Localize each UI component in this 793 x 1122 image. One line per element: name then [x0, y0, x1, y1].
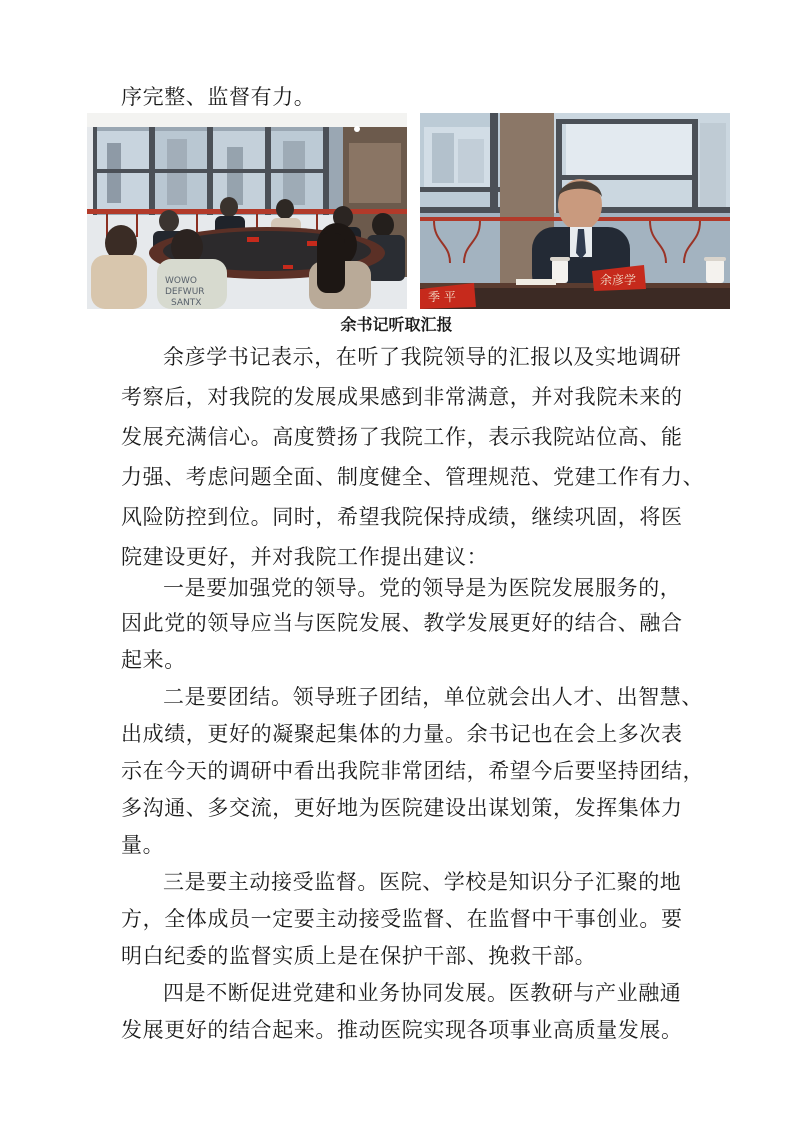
paragraph-line: 一是要加强党的领导。党的领导是为医院发展服务的，: [163, 576, 682, 600]
paragraph-line: 二是要团结。领导班子团结，单位就会出人才、出智慧、: [163, 685, 703, 709]
paragraph-line: 风险防控到位。同时，希望我院保持成绩，继续巩固，将医: [121, 505, 683, 529]
nameplate-right: 余彦学: [600, 273, 637, 287]
paragraph-line: 考察后，对我院的发展成果感到非常满意，并对我院未来的: [121, 385, 683, 409]
svg-text:SANTX: SANTX: [171, 298, 202, 308]
leader-photo: [420, 113, 730, 309]
paragraph-line: 序完整、监督有力。: [121, 85, 316, 109]
meeting-room-photo: [87, 113, 407, 309]
paragraph-line: 余彦学书记表示，在听了我院领导的汇报以及实地调研: [163, 345, 682, 369]
paragraph-line: 三是要主动接受监督。医院、学校是知识分子汇聚的地: [163, 870, 682, 894]
svg-text:DEFWUR: DEFWUR: [165, 287, 205, 297]
paragraph-line: 多沟通、多交流，更好地为医院建设出谋划策，发挥集体力: [121, 796, 683, 820]
paragraph-line: 量。: [121, 833, 165, 857]
paragraph-line: 发展更好的结合起来。推动医院实现各项事业高质量发展。: [121, 1018, 683, 1042]
paragraph-line: 出成绩，更好的凝聚起集体的力量。余书记也在会上多次表: [121, 722, 683, 746]
paragraph-line: 院建设更好，并对我院工作提出建议：: [121, 545, 489, 569]
nameplate-left: 季 平: [428, 290, 456, 304]
paragraph-line: 发展充满信心。高度赞扬了我院工作，表示我院站位高、能: [121, 425, 683, 449]
paragraph-line: 明白纪委的监督实质上是在保护干部、挽救干部。: [121, 944, 597, 968]
paragraph-line: 因此党的领导应当与医院发展、教学发展更好的结合、融合: [121, 611, 683, 635]
paragraph-line: 起来。: [121, 648, 186, 672]
photo-caption: 余书记听取汇报: [340, 315, 453, 334]
paragraph-line: 力强、考虑问题全面、制度健全、管理规范、党建工作有力、: [121, 465, 705, 489]
paragraph-line: 方，全体成员一定要主动接受监督、在监督中干事创业。要: [121, 907, 683, 931]
paragraph-line: 四是不断促进党建和业务协同发展。医教研与产业融通: [163, 981, 682, 1005]
svg-text:WOWO: WOWO: [165, 276, 197, 286]
paragraph-line: 示在今天的调研中看出我院非常团结，希望今后要坚持团结，: [121, 759, 705, 783]
